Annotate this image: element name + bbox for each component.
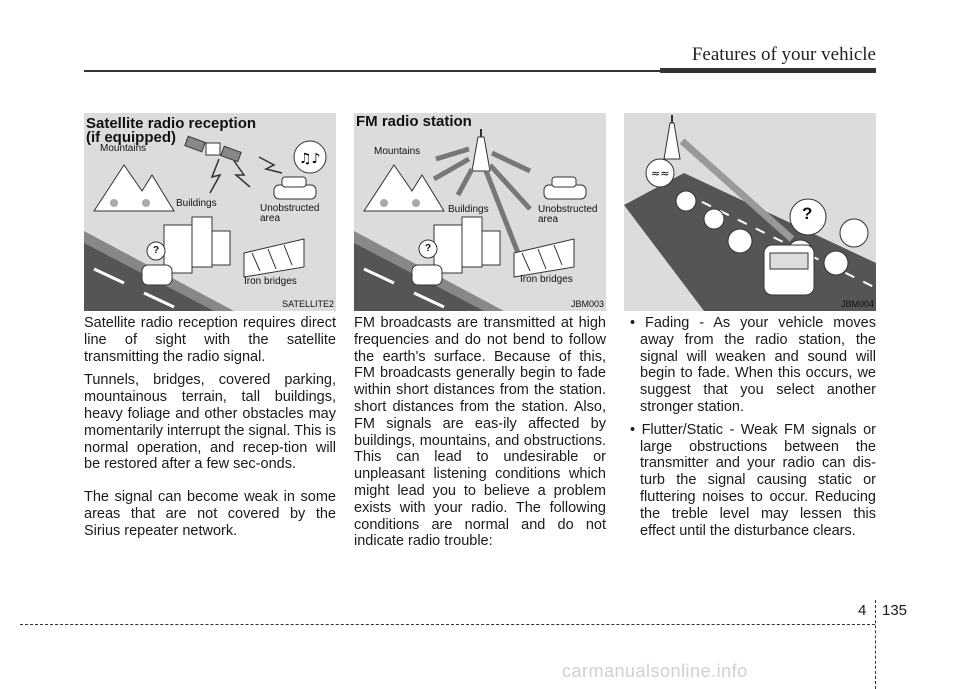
footer-rule [20, 624, 875, 625]
page-chapter: 4 [858, 602, 867, 619]
car-icon [544, 177, 586, 199]
figure-code: JBM003 [570, 299, 604, 309]
watermark: carmanualsonline.info [562, 661, 748, 681]
footer-divider [875, 600, 876, 689]
label-question: ? [153, 245, 160, 256]
label-iron-bridges: Iron bridges [244, 276, 297, 287]
music-note-icon [294, 141, 326, 173]
label-unobstructed-1: Unobstructed [260, 203, 320, 214]
bridge-icon [514, 239, 574, 277]
figure-title-line1: Satellite radio reception [86, 115, 257, 132]
figure-title: FM radio station [356, 113, 472, 130]
label-buildings: Buildings [176, 198, 217, 209]
bridge-icon [244, 239, 304, 277]
paragraph: Tunnels, bridges, covered parking, mountainous terrain, tall buildings, heavy foliage and other obstacles may momentarily interrupt the signal. This is normal operation, and recep-tion will be restored after a few sec-onds. [84, 372, 336, 473]
column-1 [84, 315, 336, 547]
figure-satellite [84, 113, 336, 311]
page-number: 135 [882, 602, 908, 619]
column-3 [624, 315, 876, 545]
label-question: ? [425, 243, 432, 254]
car-icon [274, 177, 316, 199]
paragraph: Satellite radio reception requires direct line of sight with the satellite transmitting the radio signal. [84, 315, 336, 365]
figure-title-line2: (if equipped) [86, 129, 176, 146]
figure-fm-station [354, 113, 606, 311]
figure-code: JBM004 [840, 299, 874, 309]
radio-tower-icon [664, 115, 680, 159]
label-buildings: Buildings [448, 204, 489, 215]
label-unobstructed-1: Unobstructed [538, 204, 598, 215]
label-iron-bridges: Iron bridges [520, 274, 573, 285]
radio-tower-icon [472, 129, 490, 171]
bullet-item: • Flutter/Static - Weak FM signals or large obstructions between the transmitter and your radio can dis-turb the signal causing static or fluttering noises to occur. Reducing the treble level may lessen this effect until the disturbance clears. [630, 421, 876, 539]
column-2 [354, 315, 606, 557]
figure-fading [624, 113, 876, 311]
paragraph: The signal can become weak in some areas that are not covered by the Sirius repeater network. [84, 489, 336, 539]
header-title: Features of your vehicle [691, 44, 876, 65]
label-mountains: Mountains [374, 146, 421, 157]
paragraph: FM broadcasts are transmitted at high frequencies and do not bend to follow the earth's surface. Because of this, FM broadcasts generally begin to fade within short distances from the station. short distances from the station. Also, FM signals are eas-ily affected by buildings, mountains, and obstructions. This can lead to undesirable or unpleasant listening conditions which might lead you to believe a problem exists with your radio. The following conditions are normal and do not indicate radio trouble: [354, 315, 606, 550]
figure-code: SATELLITE2 [282, 299, 334, 309]
mountain-icon [94, 165, 174, 211]
building-icon [164, 217, 230, 273]
mountain-icon [364, 165, 444, 211]
fading-illustration [624, 113, 876, 311]
svg-text:≈≈: ≈≈ [651, 167, 670, 180]
building-icon [434, 217, 500, 273]
label-question: ? [802, 204, 813, 223]
label-unobstructed-2: area [260, 213, 281, 224]
car-icon [764, 245, 814, 295]
bullet-item: • Fading - As your vehicle moves away from the radio station, the signal will weaken and sound will begin to fade. When this occurs, we suggest that you select another stronger station. [630, 315, 876, 415]
label-mountains: Mountains [100, 143, 147, 154]
satellite-icon [185, 136, 241, 162]
label-unobstructed-2: area [538, 214, 559, 225]
header-rule-thick [660, 68, 876, 73]
svg-text:♫♪: ♫♪ [299, 151, 321, 167]
